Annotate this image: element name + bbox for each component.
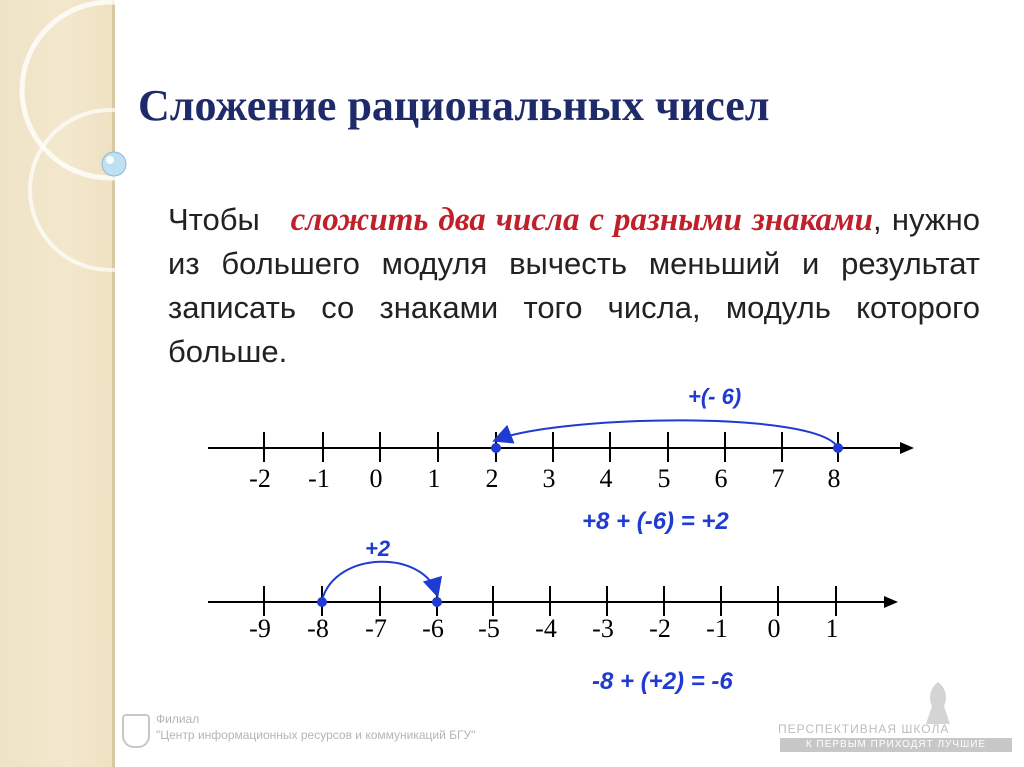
number-line-2 [208, 562, 898, 643]
start-point-2 [317, 597, 327, 607]
brand-motto: К ПЕРВЫМ ПРИХОДЯТ ЛУЧШИЕ [780, 738, 1012, 752]
axis-arrow-icon [884, 596, 898, 608]
rule-intro: Чтобы [168, 202, 260, 237]
tick-label: 0 [767, 614, 781, 643]
tick-label: -4 [535, 614, 557, 643]
tick-label: -2 [249, 464, 271, 493]
footer-logo [772, 678, 1018, 758]
end-point-2 [432, 597, 442, 607]
tick-label: 4 [599, 464, 613, 493]
slide-title: Сложение рациональных чисел [138, 81, 770, 130]
tick-label: -6 [422, 614, 444, 643]
footer-line-2: "Центр информационных ресурсов и коммуникаций БГУ" [156, 728, 476, 742]
tick-label: -7 [365, 614, 387, 643]
tick-label: -3 [592, 614, 614, 643]
tick-label: -9 [249, 614, 271, 643]
brand-name: ПЕРСПЕКТИВНАЯ ШКОЛА [778, 722, 950, 736]
tick-label: -1 [706, 614, 728, 643]
tick-label: 7 [771, 464, 785, 493]
tick-label: 1 [427, 464, 441, 493]
tick-label: 6 [714, 464, 728, 493]
tick-label: -8 [307, 614, 329, 643]
equation-1: +8 + (-6) = +2 [582, 508, 729, 535]
university-emblem-icon [122, 714, 150, 748]
arc-label-1: +(- 6) [688, 384, 742, 409]
rule-rest: , нужно из большего модуля вычесть меньший и результат записать со знаками того числа, модуль которого больше. [168, 202, 980, 369]
tick-label: 3 [542, 464, 556, 493]
tick-label: 8 [827, 464, 841, 493]
equation-2: -8 + (+2) = -6 [592, 668, 733, 695]
footer-branch [122, 712, 542, 752]
footer-line-1: Филиал [156, 712, 200, 726]
tick-label: 1 [825, 614, 839, 643]
statue-logo-icon [908, 678, 968, 728]
tick-label: 2 [485, 464, 499, 493]
end-point-1 [491, 443, 501, 453]
tick-label: -1 [308, 464, 330, 493]
axis-arrow-icon [900, 442, 914, 454]
number-line-1 [208, 420, 914, 493]
tick-label: -2 [649, 614, 671, 643]
tick-label: 0 [369, 464, 383, 493]
tick-label: -5 [478, 614, 500, 643]
start-point-1 [833, 443, 843, 453]
tick-label: 5 [657, 464, 671, 493]
arc-label-2: +2 [365, 536, 391, 561]
rule-highlight: сложить два числа с разными знаками [290, 202, 874, 238]
